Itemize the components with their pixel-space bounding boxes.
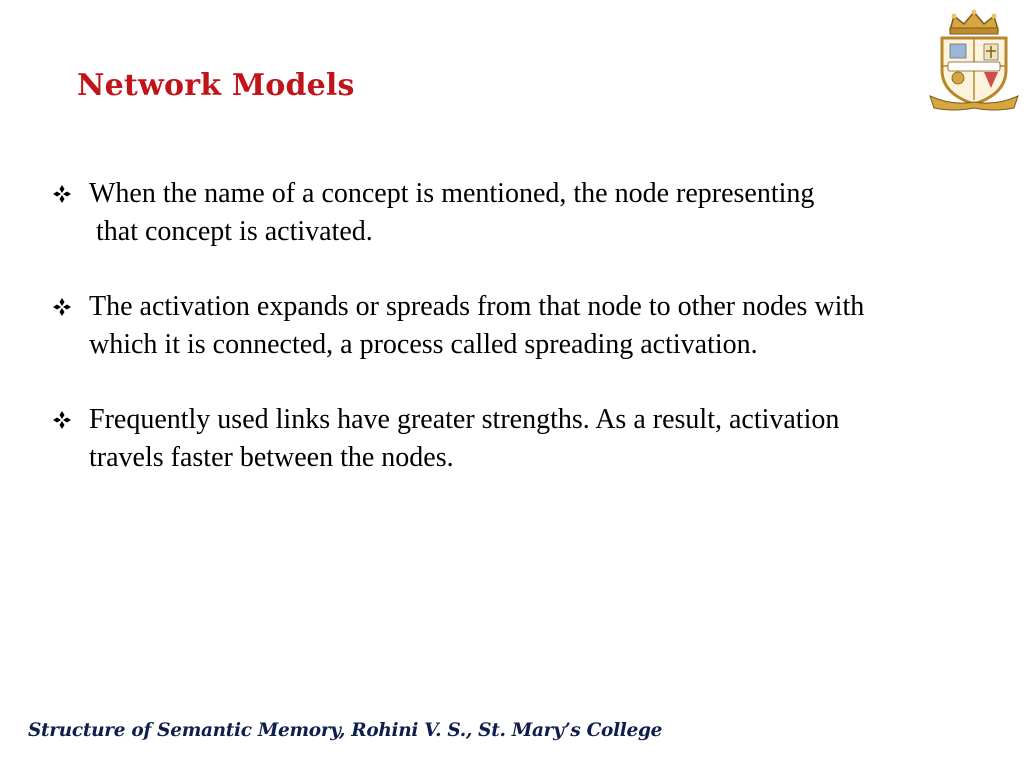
bullet-text-line: travels faster between the nodes. bbox=[89, 441, 454, 473]
diamond-bullet-icon bbox=[52, 297, 72, 317]
college-crest-icon bbox=[928, 8, 1020, 112]
bullet-text-line: When the name of a concept is mentioned, the node representing bbox=[89, 178, 815, 209]
bullet-text-line: which it is connected, a process called spreading activation. bbox=[89, 328, 758, 360]
bullet-text-line: Frequently used links have greater strengths. As a result, activation bbox=[89, 404, 840, 435]
slide-footer: Structure of Semantic Memory, Rohini V. S., St. Mary’s College bbox=[28, 720, 663, 741]
slide-title: Network Models bbox=[77, 68, 355, 103]
bullet-item bbox=[52, 288, 982, 363]
bullet-item bbox=[52, 175, 982, 250]
diamond-bullet-icon bbox=[52, 184, 72, 204]
bullet-item bbox=[52, 401, 982, 476]
bullet-list bbox=[52, 175, 982, 514]
bullet-text-line: that concept is activated. bbox=[96, 215, 373, 247]
bullet-text-line: The activation expands or spreads from that node to other nodes with bbox=[89, 291, 865, 322]
diamond-bullet-icon bbox=[52, 410, 72, 430]
